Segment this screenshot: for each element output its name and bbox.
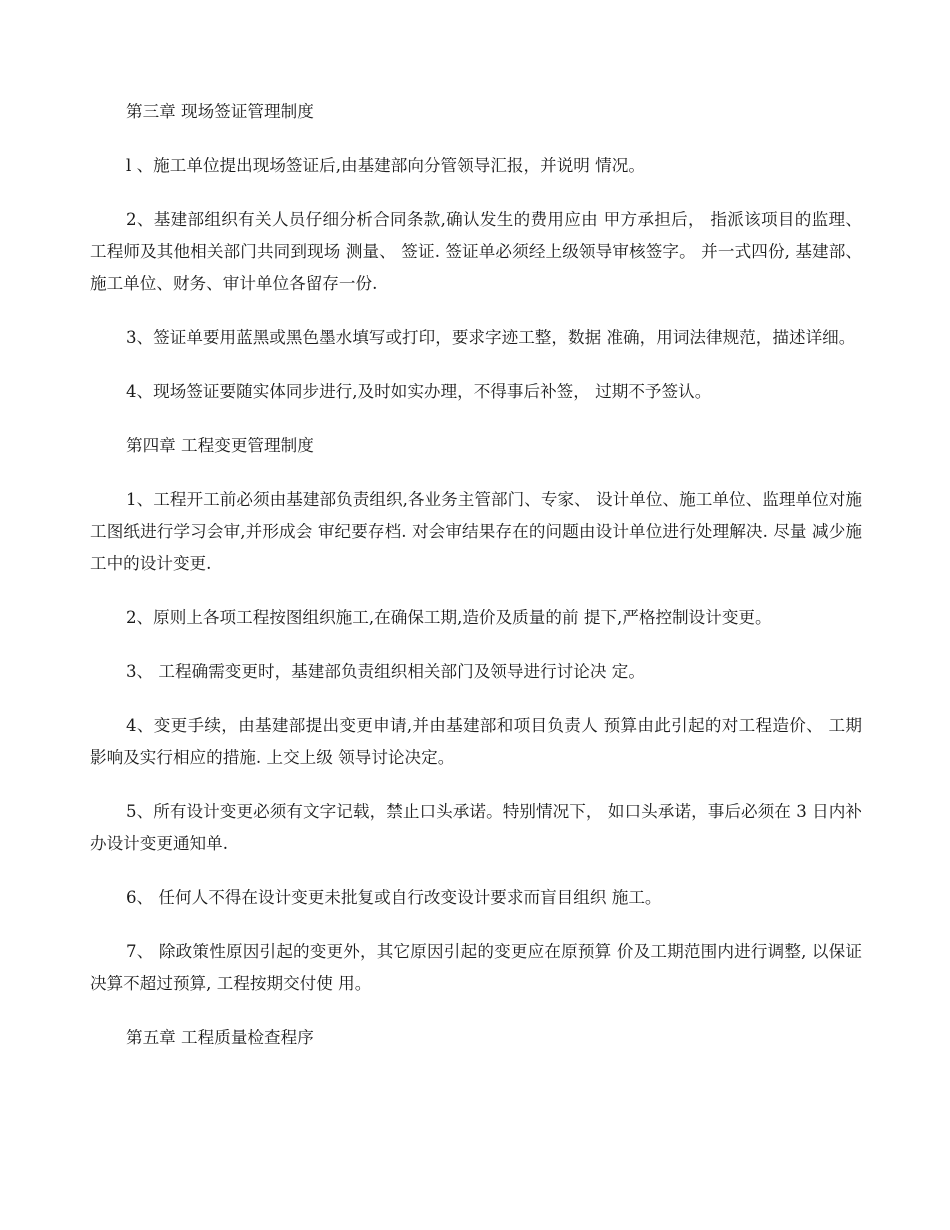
paragraph-3-3: 3、签证单要用蓝黑或黑色墨水填写或打印，要求字迹工整，数据 准确，用词法律规范，描述详细。: [126, 328, 856, 347]
chapter-4-heading: 第四章 工程变更管理制度: [126, 436, 314, 455]
chapter-5-heading: 第五章 工程质量检查程序: [126, 1028, 314, 1047]
paragraph-4-6: 6、 任何人不得在设计变更未批复或自行改变设计要求而盲目组织 施工。: [126, 888, 662, 907]
paragraph-4-1: 1、工程开工前必须由基建部负责组织,各业务主管部门、专家、 设计单位、施工单位、监理单位对施工图纸进行学习会审,并形成会 审纪要存档. 对会审结果存在的问题由设计单位进行处理解决. 尽量 减少施工中的设计变更.: [90, 490, 862, 573]
paragraph-4-4: 4、变更手续，由基建部提出变更申请,并由基建部和项目负责人 预算由此引起的对工程造价、 工期影响及实行相应的措施. 上交上级 领导讨论决定。: [90, 716, 862, 767]
paragraph-3-4: 4、现场签证要随实体同步进行,及时如实办理，不得事后补签， 过期不予签认。: [126, 382, 712, 401]
chapter-3-heading: 第三章 现场签证管理制度: [126, 102, 314, 121]
paragraph-4-2: 2、原则上各项工程按图组织施工,在确保工期,造价及质量的前 提下,严格控制设计变更。: [126, 608, 772, 627]
paragraph-4-5: 5、所有设计变更必须有文字记载，禁止口头承诺。特别情况下， 如口头承诺，事后必须在 3 日内补办设计变更通知单.: [90, 802, 862, 853]
document-page: [90, 96, 862, 1076]
paragraph-4-3: 3、 工程确需变更时，基建部负责组织相关部门及领导进行讨论决 定。: [126, 662, 645, 681]
paragraph-3-1: l 、施工单位提出现场签证后,由基建部向分管领导汇报，并说明 情况。: [126, 156, 645, 175]
paragraph-3-2: 2、基建部组织有关人员仔细分析合同条款,确认发生的费用应由 甲方承担后， 指派该项目的监理、 工程师及其他相关部门共同到现场 测量、 签证. 签证单必须经上级领导审核签字。 并一式四份, 基建部、 施工单位、财务、审计单位各留存一份.: [90, 210, 862, 293]
paragraph-4-7: 7、 除政策性原因引起的变更外，其它原因引起的变更应在原预算 价及工期范围内进行调整, 以保证决算不超过预算, 工程按期交付使 用。: [90, 942, 862, 993]
